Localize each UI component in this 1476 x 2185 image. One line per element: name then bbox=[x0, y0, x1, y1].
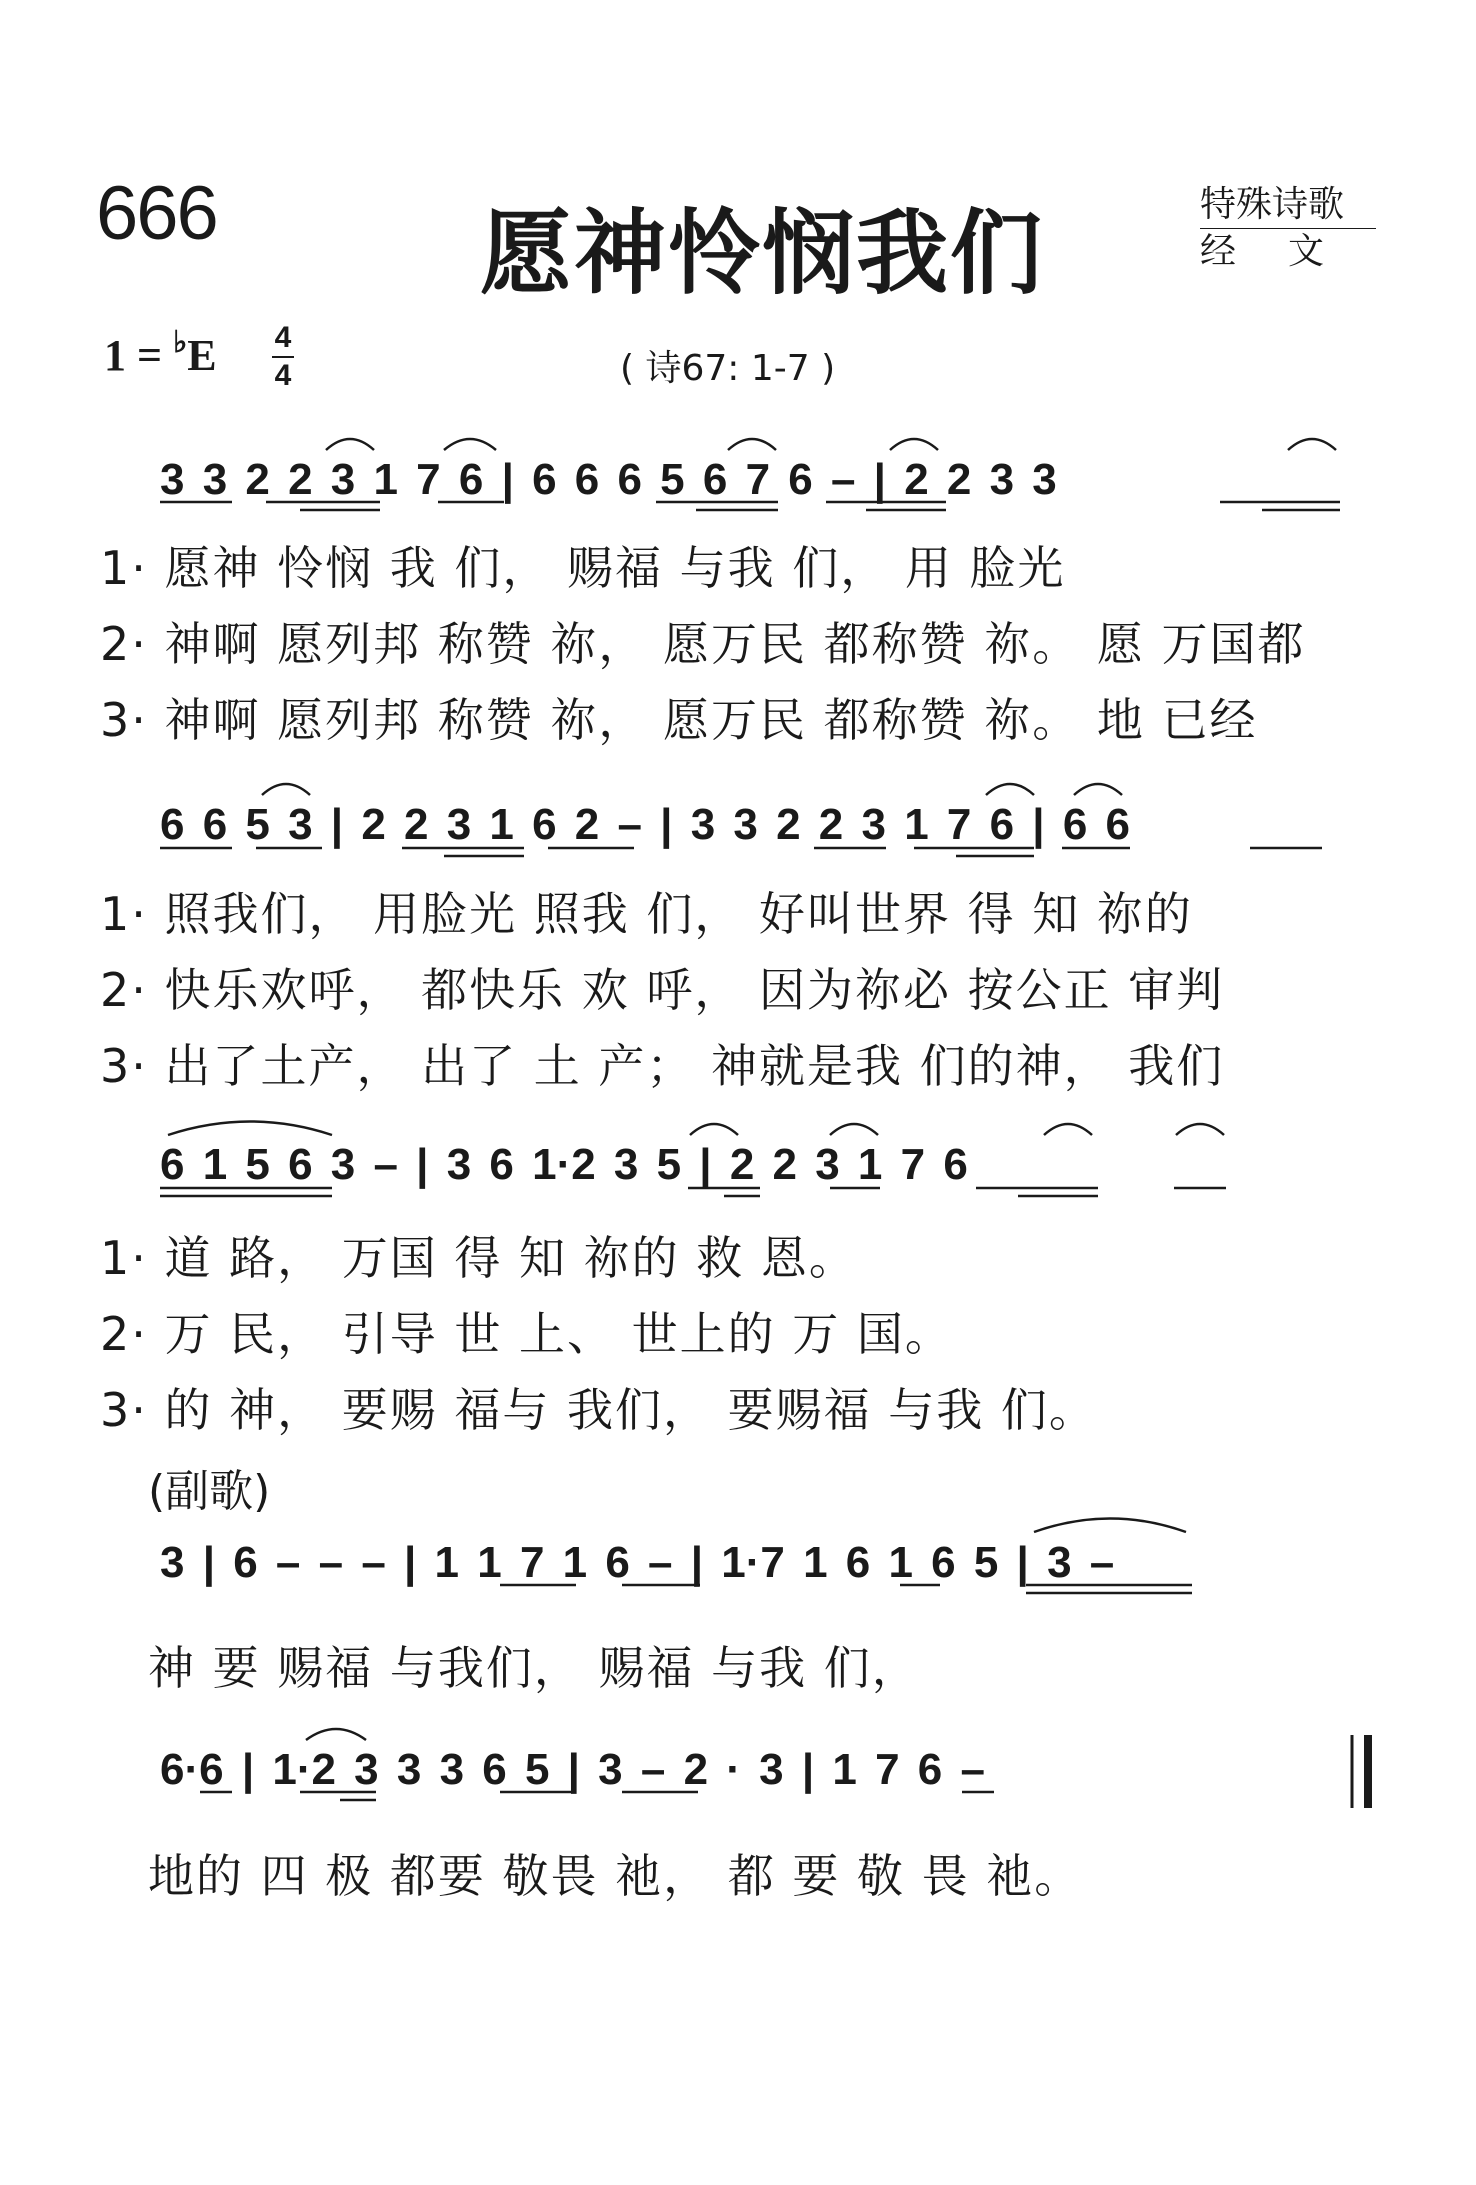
tie-mark bbox=[326, 439, 374, 450]
tie-mark bbox=[690, 1124, 738, 1135]
chorus-label: (副歌) bbox=[148, 1466, 271, 1517]
notes-chorus-2: 6·6 | 1·2 3 3 3 6 5 | 3 – 2 · 3 | 1 7 6 – bbox=[160, 1745, 985, 1794]
category-bottom: 经文 bbox=[1199, 231, 1376, 272]
tie-mark bbox=[1288, 439, 1336, 450]
lyrics-s1-v2: 2· 神啊 愿列邦 称赞 祢， 愿万民 都称赞 祢。 愿 万国都 bbox=[100, 617, 1306, 671]
tie-mark bbox=[444, 439, 496, 450]
tie-mark bbox=[890, 439, 938, 450]
flat-sign: ♭ bbox=[173, 326, 188, 359]
key-letter: E bbox=[187, 331, 217, 380]
tie-mark bbox=[728, 439, 776, 450]
key-prefix: 1 = bbox=[104, 331, 174, 380]
lyrics-s2-v2: 2· 快乐欢呼， 都快乐 欢 呼， 因为祢必 按公正 审判 bbox=[100, 963, 1225, 1017]
tie-mark bbox=[168, 1122, 332, 1136]
lyrics-s3-v2: 2· 万 民， 引导 世 上、 世上的 万 国。 bbox=[100, 1307, 953, 1361]
tie-mark bbox=[262, 784, 310, 795]
tie-mark bbox=[986, 784, 1034, 795]
lyrics-s1-v1: 1· 愿神 怜悯 我 们， 赐福 与我 们， 用 脸光 bbox=[100, 541, 1066, 595]
tie-mark bbox=[1034, 1519, 1186, 1533]
lyrics-s3-v1: 1· 道 路， 万国 得 知 祢的 救 恩。 bbox=[100, 1231, 857, 1285]
lyrics-chorus-2: 地的 四 极 都要 敬畏 祂， 都 要 敬 畏 祂。 bbox=[148, 1849, 1083, 1903]
tie-mark bbox=[830, 1124, 878, 1135]
notes-system-1: 3 3 2 2 3 1 7 6 | 6 6 6 5 6 7 6 – | 2 2 3 3 bbox=[160, 455, 1057, 504]
notes-chorus-1: 3 | 6 – – – | 1 1 7 1 6 – | 1·7 1 6 1 6 5 | 3 – bbox=[160, 1538, 1115, 1587]
lyrics-s3-v3: 3· 的 神， 要赐 福与 我们， 要赐福 与我 们。 bbox=[100, 1383, 1097, 1437]
category-top: 特殊诗歌 bbox=[1200, 182, 1376, 229]
tie-mark bbox=[1074, 784, 1122, 795]
time-bottom: 4 bbox=[274, 359, 292, 392]
hymn-title: 愿神怜悯我们 bbox=[480, 200, 1045, 307]
lyrics-s2-v1: 1· 照我们， 用脸光 照我 们， 好叫世界 得 知 祢的 bbox=[100, 887, 1193, 941]
lyrics-s1-v3: 3· 神啊 愿列邦 称赞 祢， 愿万民 都称赞 祢。 地 已经 bbox=[100, 693, 1258, 747]
notes-system-2: 6 6 5 3 | 2 2 3 1 6 2 – | 3 3 2 2 3 1 7 6 | 6 6 bbox=[160, 800, 1130, 849]
time-top: 4 bbox=[274, 321, 292, 354]
notes-system-3: 6 1 5 6 3 – | 3 6 1·2 3 5 | 2 2 3 1 7 6 bbox=[160, 1140, 968, 1189]
final-barline bbox=[1352, 1735, 1368, 1808]
tie-mark bbox=[306, 1729, 366, 1740]
tie-mark bbox=[1176, 1124, 1224, 1135]
tie-mark bbox=[1044, 1124, 1092, 1135]
lyrics-s2-v3: 3· 出了土产， 出了 土 产； 神就是我 们的神， 我们 bbox=[100, 1039, 1225, 1093]
hymn-number: 666 bbox=[96, 171, 217, 256]
scripture-reference: ( 诗67: 1-7 ) bbox=[620, 348, 836, 389]
lyrics-chorus-1: 神 要 赐福 与我们， 赐福 与我 们， bbox=[148, 1641, 920, 1695]
